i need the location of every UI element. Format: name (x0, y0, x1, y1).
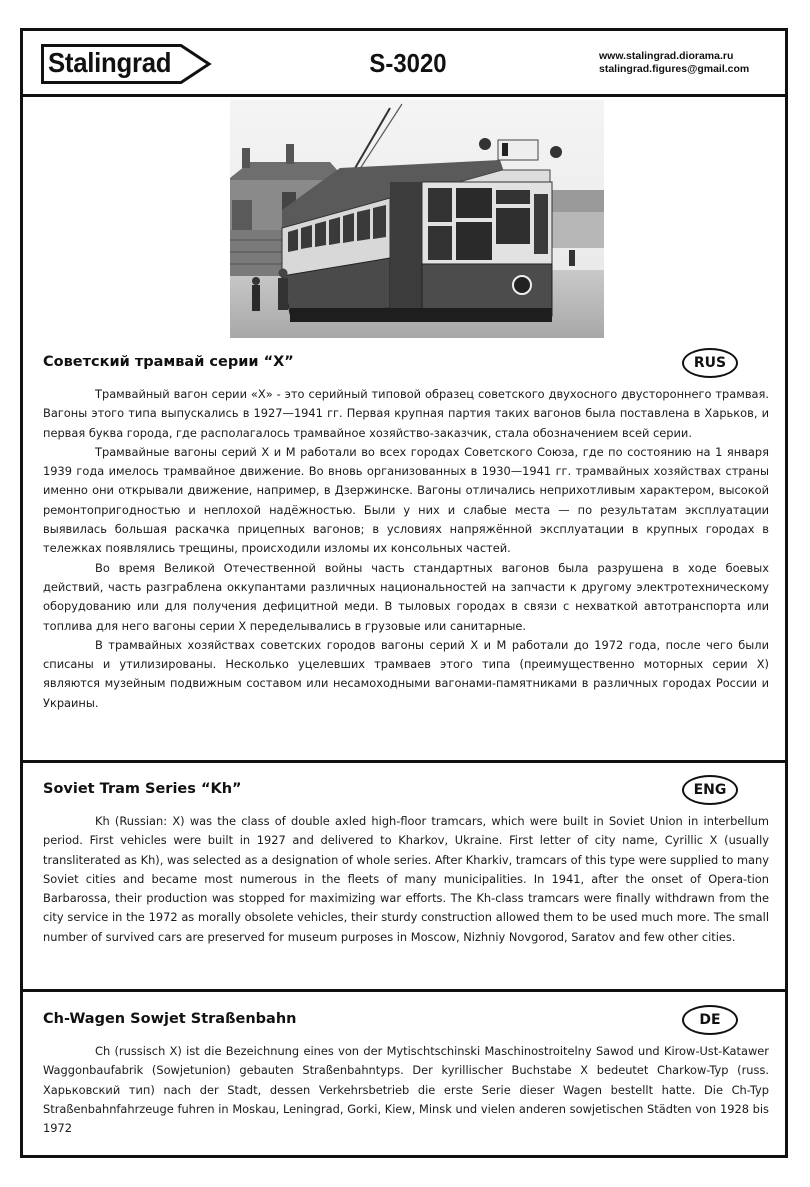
section-title-english: Soviet Tram Series “Kh” (43, 781, 242, 797)
section-english (23, 763, 785, 989)
section-title-russian: Советский трамвай серии “Х” (43, 354, 294, 370)
section-body-russian (43, 385, 769, 713)
paragraph: В трамвайных хозяйствах советских городов вагоны серий Х и М работали до 1972 года, после чего были списаны и утилизированы. Несколько уцелевших трамваев этого типа (преимущественно моторных серии Х) являются музейным подвижным составом или несамоходными вагонами-памятниками в различных городах России и Украины. (43, 637, 769, 710)
section-russian (23, 97, 785, 760)
section-body-german (43, 1042, 769, 1138)
section-body-english (43, 812, 769, 947)
page-frame (20, 28, 788, 1158)
paragraph: Ch (russisch X) ist die Bezeichnung eines von der Mytischtschinski Maschinostroitelny Sawod und Kirow-Ust-Katawer Waggonbaufabrik (Sowjetunion) gebauten Straßenbahntyps. Der kyrillischer Buchstabe X bedeutet Charkow-Typ (russ. Харьковский тип) nach der Stadt, dessen Verkehrsbetrieb die erste Serie dieser Wagen bestellt hatte. Die Ch-Typ Straßenbahnfahrzeuge fuhren in Moskau, Leningrad, Gorki, Kiew, Minsk und vielen anderen sowjetischen Städten von 1928 bis 1972 (43, 1044, 769, 1136)
lang-badge-eng: ENG (682, 775, 738, 805)
lang-badge-de: DE (682, 1005, 738, 1035)
email-link[interactable]: stalingrad.figures@gmail.com (599, 63, 750, 75)
lang-badge-rus: RUS (682, 348, 738, 378)
header (23, 31, 785, 97)
product-code: S-3020 (369, 48, 447, 78)
paragraph: Трамвайный вагон серии «Х» - это серийный типовой образец советского двухосного двустороннего трамвая. Вагоны этого типа выпускались в 1927—1941 гг. Первая крупная партия таких вагонов была поставлена в Харьков, и первая буква города, где располагалось трамвайное хозяйство-заказчик, стала обозначением всей серии. (43, 387, 769, 440)
paragraph: Во время Великой Отечественной войны часть стандартных вагонов была разрушена в ходе боевых действий, часть разграблена оккупантами различных национальностей на запчасти к другому электротехническому оборудованию или для получения дефицитной меди. В тыловых городах в связи с нехваткой автотранспорта или топлива для него вагоны серии Х переделывались в грузовые или санитарные. (43, 560, 769, 633)
section-german (23, 992, 785, 1155)
brand-logo[interactable] (41, 44, 211, 82)
paragraph: Трамвайные вагоны серий Х и М работали во всех городах Советского Союза, где по состоянию на 1 января 1939 года имелось трамвайное движение. Во вновь организованных в 1930—1941 гг. трамвайных хозяйствах страны именно они открывали движение, например, в Дзержинске. Вагоны отличались неприхотливым характером, высокой ремонтопригодностью и неплохой надёжностью. Были у них и слабые места — по результатам эксплуатации выявилась большая раскачка прицепных вагонов; в условиях напряжённой эксплуатации в крупных городах в тележках появлялись трещины, происходили изломы их консольных частей. (43, 444, 769, 556)
contacts (599, 50, 749, 76)
website-link[interactable]: www.stalingrad.diorama.ru (599, 50, 734, 62)
brand-name: Stalingrad (48, 47, 172, 78)
paragraph: Kh (Russian: X) was the class of double axled high-floor tramcars, which were built in Soviet Union in interbellum period. First vehicles were built in 1927 and delivered to Kharkov, Ukraine. First letter of city name, Cyrillic X (usually transliterated as Kh), was selected as a designation of whole series. After Kharkiv, tramcars of this type were supplied to many Soviet cities and became most numerous in the fleets of many municipalities. In 1941, after the onset of Opera-tion Barbarossa, their production was stopped for maximizing war efforts. The Kh-class tramcars were finally withdrawn from the city service in the 1972 as morally obsolete vehicles, their sturdy construction allowed them to be used much more. The small number of survived cars are preserved for museum purposes in Moscow, Nizhniy Novgorod, Saratov and few other cities. (43, 814, 769, 944)
section-title-german: Ch-Wagen Sowjet Straßenbahn (43, 1011, 297, 1027)
